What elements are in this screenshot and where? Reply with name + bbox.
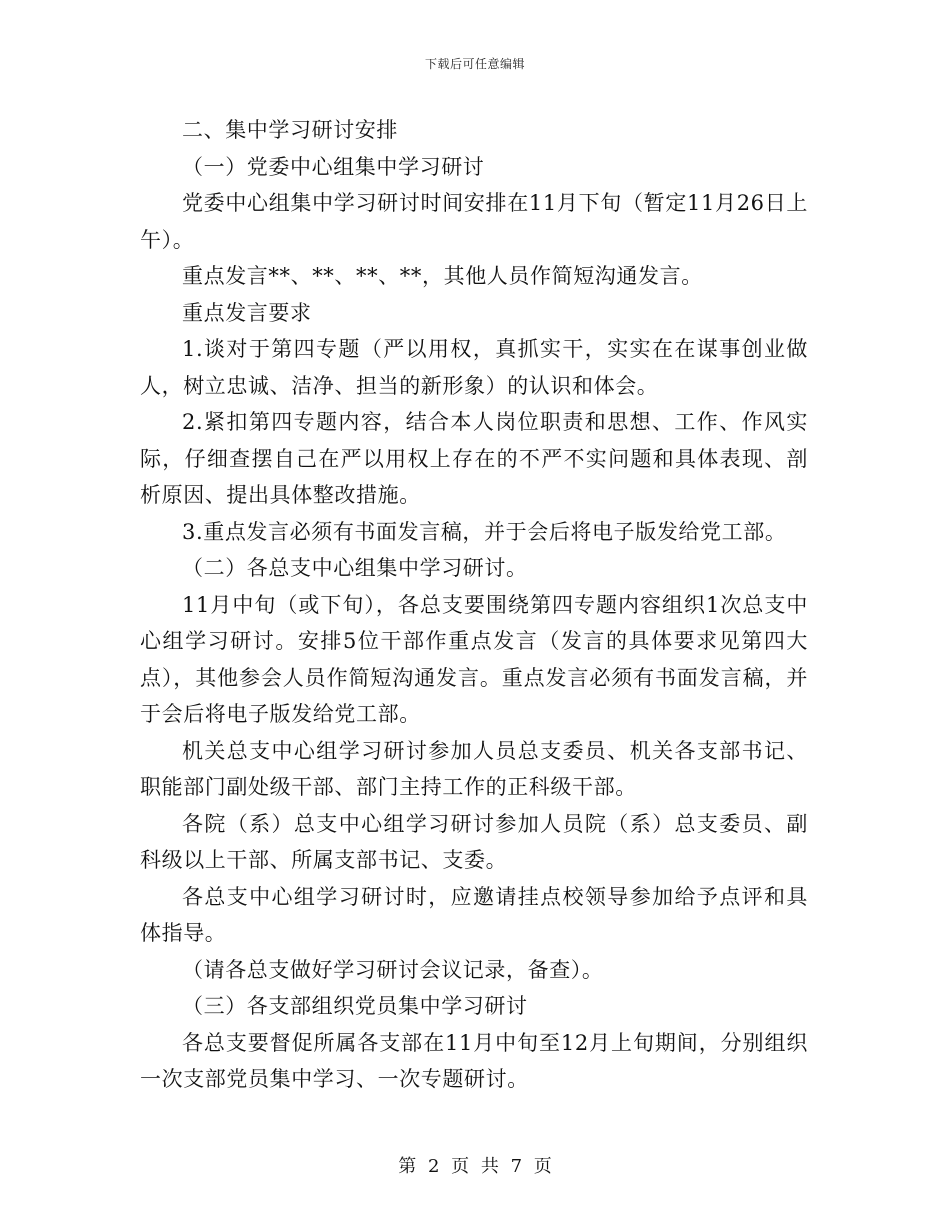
paragraph: 11月中旬（或下旬），各总支要围绕第四专题内容组织1次总支中心组学习研讨。安排5位干部作重点发言（发言的具体要求见第四大点），其他参会人员作简短沟通发言。重点发言必须有书面发言稿，并于会后将电子版发给党工部。 (140, 592, 808, 726)
subsection-heading: （一）党委中心组集中学习研讨 (182, 154, 485, 179)
paragraph: 重点发言**、**、**、**，其他人员作简短沟通发言。 (182, 264, 703, 288)
paragraph: 各总支中心组学习研讨时，应邀请挂点校领导参加给予点评和具体指导。 (140, 884, 808, 945)
page-header: 下载后可任意编辑 (424, 57, 525, 71)
paragraph: （请各总支做好学习研讨会议记录，备查）。 (182, 957, 604, 982)
list-item: 1.谈对于第四专题（严以用权，真抓实干，实实在在谋事创业做人，树立忠诚、洁净、担当的新形象）的认识和体会。 (140, 337, 808, 398)
list-item: 2.紧扣第四专题内容，结合本人岗位职责和思想、工作、作风实际，仔细查摆自己在严以用权上存在的不严不实问题和具体表现、剖析原因、提出具体整改措施。 (140, 410, 808, 507)
section-heading: 二、集中学习研讨安排 (182, 118, 398, 142)
document-body (140, 112, 808, 1098)
paragraph-heading: 重点发言要求 (182, 300, 312, 325)
list-item: 3.重点发言必须有书面发言稿，并于会后将电子版发给党工部。 (182, 519, 787, 544)
paragraph: 各总支要督促所属各支部在11月中旬至12月上旬期间，分别组织一次支部党员集中学习、一次专题研讨。 (140, 1030, 808, 1091)
paragraph: 党委中心组集中学习研讨时间安排在11月下旬（暂定11月26日上午）。 (140, 191, 808, 252)
paragraph: 机关总支中心组学习研讨参加人员总支委员、机关各支部书记、职能部门副处级干部、部门主持工作的正科级干部。 (140, 738, 808, 799)
paragraph: 各院（系）总支中心组学习研讨参加人员院（系）总支委员、副科级以上干部、所属支部书记、支委。 (140, 811, 808, 872)
subsection-heading: （二）各总支中心组集中学习研讨。 (182, 556, 528, 580)
subsection-heading: （三）各支部组织党员集中学习研讨 (182, 994, 528, 1018)
page-number: 第 2 页 共 7 页 (398, 1156, 552, 1177)
